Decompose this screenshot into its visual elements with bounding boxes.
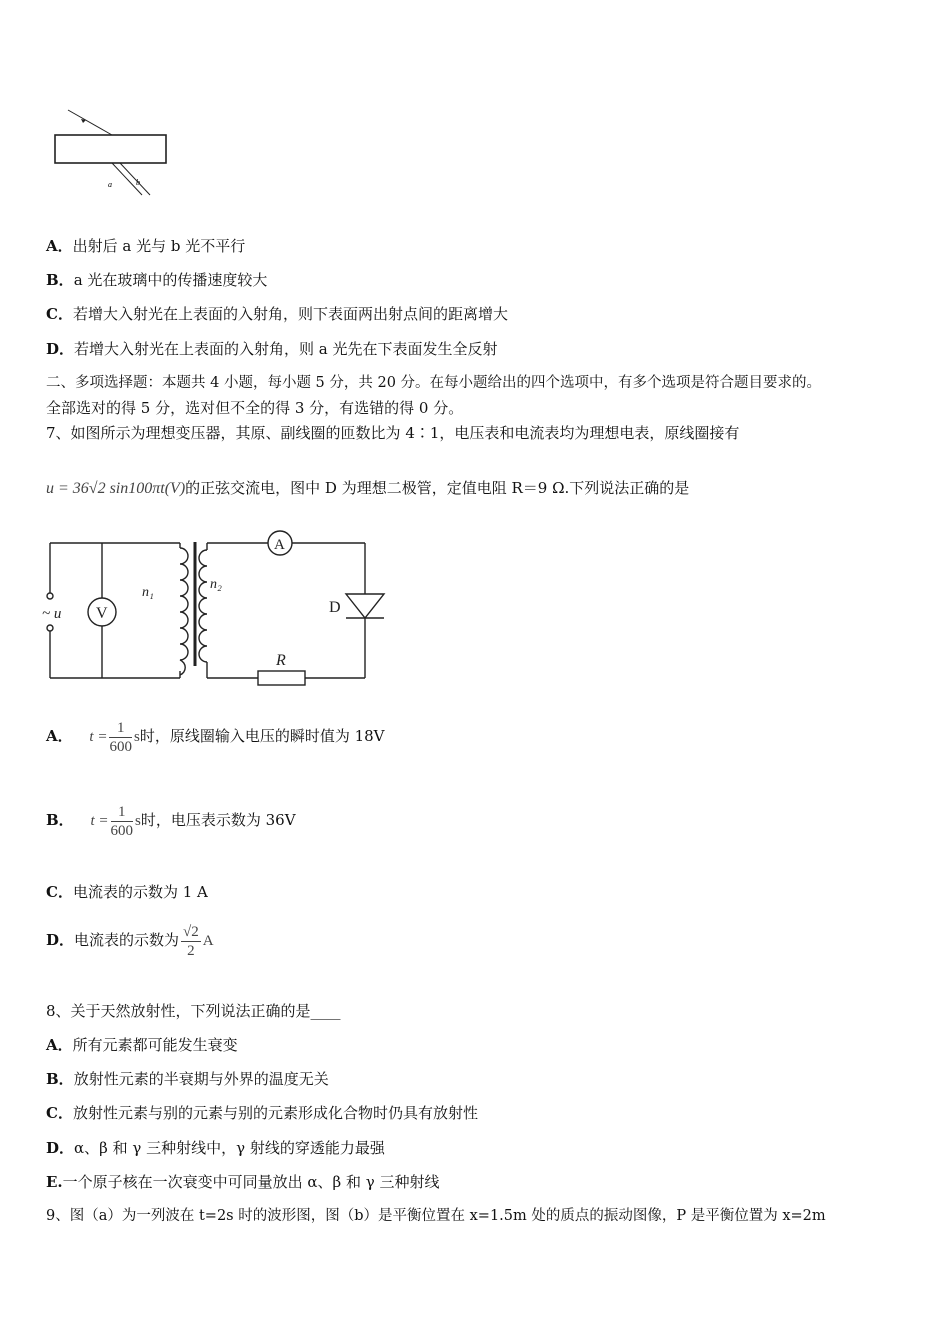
source-label: ~ u	[42, 606, 62, 622]
q6-option-b: B．a 光在玻璃中的传播速度较大	[46, 271, 268, 289]
voltage-formula: u = 36√2 sin100πt(V)	[46, 480, 186, 497]
q6-option-c: C．若增大入射光在上表面的入射角，则下表面两出射点间的距离增大	[46, 305, 508, 323]
ray-a-label: a	[108, 180, 112, 189]
q8-option-d: D．α、β 和 γ 三种射线中，γ 射线的穿透能力最强	[46, 1139, 385, 1157]
q7-option-c: C．电流表的示数为 1 A	[46, 883, 208, 901]
resistor-label: R	[276, 652, 286, 669]
secondary-turns-label: n₂	[210, 577, 222, 592]
q6-option-a: A．出射后 a 光与 b 光不平行	[46, 237, 246, 255]
q6-option-d: D．若增大入射光在上表面的入射角，则 a 光先在下表面发生全反射	[46, 340, 498, 358]
time-fraction: $\frac{1}{600}$	[110, 803, 134, 839]
primary-turns-label: n₁	[142, 585, 154, 600]
q8-option-b: B．放射性元素的半衰期与外界的温度无关	[46, 1070, 329, 1088]
q8-option-c: C．放射性元素与别的元素与别的元素形成化合物时仍具有放射性	[46, 1104, 478, 1122]
time-fraction: $\frac{1}{600}$	[109, 719, 132, 755]
current-fraction: $\frac{√2}{2}$	[183, 923, 199, 959]
q7-option-b: B． t = $\frac{1}{600}$ s时，电压表示数为 36V	[46, 803, 296, 839]
q7-option-a: A． t = $\frac{1}{600}$ s时，原线圈输入电压的瞬时值为 18V	[46, 719, 385, 755]
ammeter-label: A	[274, 537, 285, 553]
glass-slab-figure	[50, 105, 180, 200]
q8-option-a: A．所有元素都可能发生衰变	[46, 1036, 238, 1054]
q7-stem-2: u = 36√2 sin100πt(V)的正弦交流电，图中 D 为理想二极管，定值电阻 R＝9 Ω.下列说法正确的是	[46, 479, 690, 497]
transformer-circuit	[40, 528, 400, 688]
q8-stem: 8、关于天然放射性，下列说法正确的是____	[46, 1002, 341, 1020]
section-heading: 二、多项选择题：本题共 4 小题，每小题 5 分，共 20 分。在每小题给出的四个选项中，有多个选项是符合题目要求的。	[46, 375, 822, 391]
q7-option-d: D．电流表的示数为 $\frac{√2}{2}$ A	[46, 923, 214, 959]
q9-stem: 9、图（a）为一列波在 t=2s 时的波形图，图（b）是平衡位置在 x=1.5m 处的质点的振动图像，P 是平衡位置为 x=2m	[46, 1208, 826, 1224]
q7-stem: 7、如图所示为理想变压器，其原、副线圈的匝数比为 4∶1，电压表和电流表均为理想电表，原线圈接有	[46, 424, 740, 442]
ray-b-label: b	[136, 178, 140, 187]
voltmeter-label: V	[96, 605, 108, 622]
diode-label: D	[329, 599, 341, 616]
q8-option-e: E.一个原子核在一次衰变中可同量放出 α、β 和 γ 三种射线	[46, 1173, 440, 1191]
section-instructions: 全部选对的得 5 分，选对但不全的得 3 分，有选错的得 0 分。	[46, 399, 464, 417]
